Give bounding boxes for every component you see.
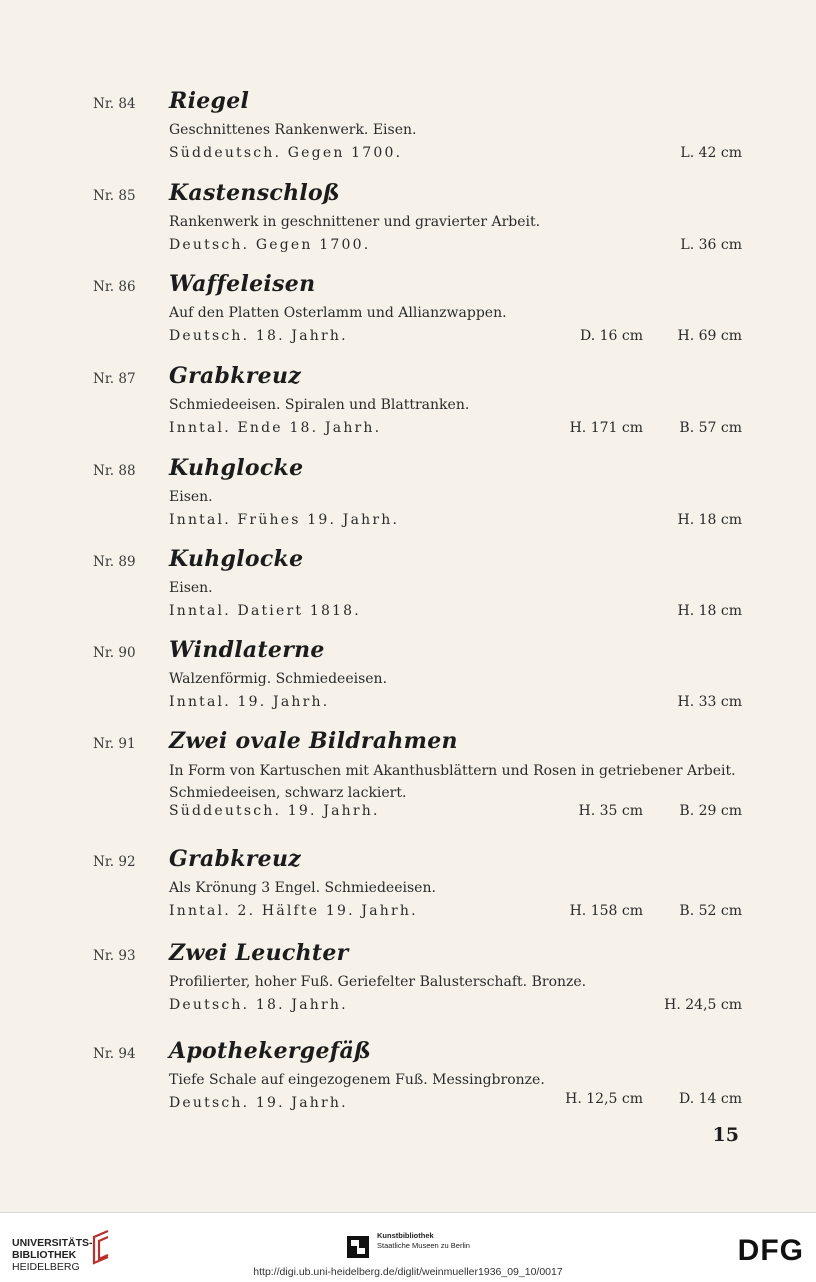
dfg-logo[interactable]: DFG: [737, 1234, 804, 1267]
entry-measure-2: L. 42 cm: [680, 145, 742, 161]
entry-measure-1: H. 158 cm: [569, 903, 643, 919]
entry-title: Windlaterne: [169, 637, 325, 663]
entry-title: Zwei ovale Bildrahmen: [169, 728, 458, 754]
entry-measure-2: L. 36 cm: [680, 237, 742, 253]
entry-description: Eisen.: [169, 489, 213, 505]
entry-title: Apothekergefäß: [169, 1038, 372, 1064]
entry-measure-2: B. 57 cm: [679, 420, 742, 436]
entry-measure-2: H. 33 cm: [677, 694, 742, 710]
entry-measure-2: H. 18 cm: [677, 603, 742, 619]
entry-measure-2: B. 52 cm: [679, 903, 742, 919]
entry-origin: Deutsch. 19. Jahrh.: [169, 1095, 348, 1111]
entry-number: Nr. 87: [93, 371, 136, 387]
entry-description: Geschnittenes Rankenwerk. Eisen.: [169, 122, 417, 138]
entry-title: Grabkreuz: [169, 363, 302, 389]
entry-measure-1: D. 16 cm: [579, 328, 643, 344]
entry-number: Nr. 88: [93, 463, 136, 479]
entry-title: Riegel: [169, 88, 250, 114]
entry-number: Nr. 94: [93, 1046, 136, 1062]
entry-origin: Inntal. 19. Jahrh.: [169, 694, 330, 710]
entry-number: Nr. 85: [93, 188, 136, 204]
entry-description: Rankenwerk in geschnittener und gravierter Arbeit.: [169, 214, 541, 230]
entry-measure-2: H. 24,5 cm: [664, 997, 742, 1013]
entry-measure-2: B. 29 cm: [679, 803, 742, 819]
entry-description: Auf den Platten Osterlamm und Allianzwappen.: [169, 305, 507, 321]
entry-title: Zwei Leuchter: [169, 940, 349, 966]
entry-description: Eisen.: [169, 580, 213, 596]
entry-description: In Form von Kartuschen mit Akanthusblättern und Rosen in getriebener Arbeit.: [169, 763, 736, 779]
kunstbibliothek-name[interactable]: [377, 1231, 470, 1251]
entry-number: Nr. 90: [93, 645, 136, 661]
university-library-logo-icon[interactable]: [88, 1227, 114, 1267]
entry-title: Kuhglocke: [169, 455, 304, 481]
uni-line-2: BIBLIOTHEK: [12, 1249, 77, 1261]
uni-line-1: UNIVERSITÄTS-: [12, 1237, 93, 1249]
entry-description: Walzenförmig. Schmiedeeisen.: [169, 671, 388, 687]
entry-measure-2: H. 69 cm: [677, 328, 742, 344]
entry-measure-1: H. 35 cm: [578, 803, 643, 819]
kb-line-2: Staatliche Museen zu Berlin: [377, 1241, 470, 1250]
entry-origin: Süddeutsch. 19. Jahrh.: [169, 803, 380, 819]
entry-number: Nr. 86: [93, 279, 136, 295]
entry-origin: Deutsch. Gegen 1700.: [169, 237, 371, 253]
entry-description: Tiefe Schale auf eingezogenem Fuß. Messingbronze.: [169, 1072, 545, 1088]
page-number: 15: [712, 1124, 739, 1146]
entry-number: Nr. 92: [93, 854, 136, 870]
entry-description-2: Schmiedeeisen, schwarz lackiert.: [169, 785, 407, 801]
entry-measure-2: H. 18 cm: [677, 512, 742, 528]
uni-line-3: HEIDELBERG: [12, 1261, 80, 1273]
entry-origin: Süddeutsch. Gegen 1700.: [169, 145, 403, 161]
entry-description: Schmiedeeisen. Spiralen und Blattranken.: [169, 397, 470, 413]
entry-number: Nr. 84: [93, 96, 136, 112]
entry-origin: Inntal. Frühes 19. Jahrh.: [169, 512, 400, 528]
viewer-footer: [0, 1212, 816, 1282]
entry-description: Als Krönung 3 Engel. Schmiedeeisen.: [169, 880, 436, 896]
entry-measure-1: H. 171 cm: [569, 420, 643, 436]
entry-origin: Inntal. Datiert 1818.: [169, 603, 361, 619]
entry-origin: Inntal. 2. Hälfte 19. Jahrh.: [169, 903, 418, 919]
entry-number: Nr. 91: [93, 736, 136, 752]
entry-title: Grabkreuz: [169, 846, 302, 872]
entry-measure-1: H. 12,5 cm: [565, 1091, 643, 1107]
entry-description: Profilierter, hoher Fuß. Geriefelter Balusterschaft. Bronze.: [169, 974, 587, 990]
entry-measure-2: D. 14 cm: [678, 1091, 742, 1107]
entry-origin: Inntal. Ende 18. Jahrh.: [169, 420, 382, 436]
entry-title: Kastenschloß: [169, 180, 341, 206]
entry-title: Kuhglocke: [169, 546, 304, 572]
permalink-url[interactable]: http://digi.ub.uni-heidelberg.de/diglit/weinmueller1936_09_10/0017: [253, 1266, 563, 1278]
entry-origin: Deutsch. 18. Jahrh.: [169, 328, 348, 344]
kb-line-1: Kunstbibliothek: [377, 1231, 434, 1240]
entry-number: Nr. 93: [93, 948, 136, 964]
kunstbibliothek-logo-icon[interactable]: [347, 1236, 369, 1258]
entry-origin: Deutsch. 18. Jahrh.: [169, 997, 348, 1013]
entry-title: Waffeleisen: [169, 271, 316, 297]
entry-number: Nr. 89: [93, 554, 136, 570]
